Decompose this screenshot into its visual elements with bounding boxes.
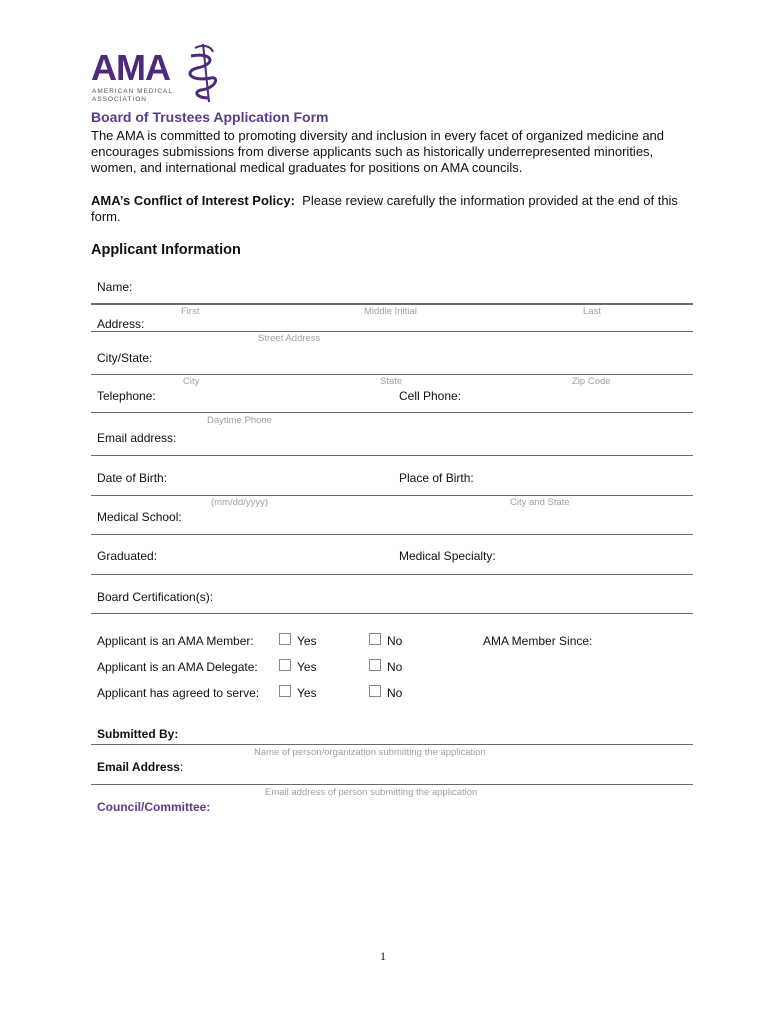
address-field[interactable] [91,331,693,332]
member-question-label: Applicant is an AMA Member: [97,634,254,648]
delegate-yes-label: Yes [297,660,317,674]
submitter-email-colon: : [179,760,184,774]
logo-line-1: AMERICAN MEDICAL [92,88,174,95]
email-field[interactable] [91,455,693,456]
intro-paragraph: The AMA is committed to promoting diversity and inclusion in every facet of organized medicine and encourages submissions from diverse applicants such as historically underrepresented minorities, women, and international medical graduates for positions on AMA councils. [91,128,665,175]
logo-wordmark: AMA [91,47,170,88]
council-committee-label: Council/Committee: [97,800,211,814]
ama-logo [91,42,226,104]
city-state-label: City/State: [97,351,153,365]
member-yes-checkbox[interactable] [279,633,291,645]
pob-label: Place of Birth: [399,471,474,485]
member-no-checkbox[interactable] [369,633,381,645]
member-since-label: AMA Member Since: [483,634,593,648]
submitted-by-field[interactable] [91,744,693,745]
serve-no-checkbox[interactable] [369,685,381,697]
submitted-by-label: Submitted By: [97,727,179,741]
telephone-hint: Daytime Phone [207,415,272,426]
city-hint: City [183,376,200,387]
medical-school-label: Medical School: [97,510,182,524]
submitted-by-hint: Name of person/organization submitting the application [254,747,486,758]
delegate-yes-checkbox[interactable] [279,659,291,671]
delegate-question-label: Applicant is an AMA Delegate: [97,660,258,674]
dob-field[interactable] [91,495,693,496]
graduated-field[interactable] [91,574,693,575]
submitter-email-field[interactable] [91,784,693,785]
submitter-email-label-text: Email Address [97,760,180,774]
form-title: Board of Trustees Application Form [91,109,329,125]
city-state-field[interactable] [91,374,693,375]
name-label: Name: [97,280,133,294]
name-middle-hint: Middle Initial [364,306,417,317]
specialty-label: Medical Specialty: [399,549,496,563]
address-label: Address: [97,317,145,331]
member-yes-label: Yes [297,634,317,648]
dob-label: Date of Birth: [97,471,168,485]
member-no-label: No [387,634,403,648]
coi-label: AMA’s Conflict of Interest Policy: [91,193,295,208]
name-field[interactable] [91,303,693,305]
name-last-hint: Last [583,306,601,317]
name-first-hint: First [181,306,200,317]
conflict-of-interest-note [91,193,691,225]
coi-text: Please review carefully the information provided at the end of this form. [91,193,678,224]
zip-hint: Zip Code [572,376,611,387]
page-number: 1 [380,949,386,963]
delegate-no-checkbox[interactable] [369,659,381,671]
board-certification-field[interactable] [91,613,693,614]
submitter-email-label [97,760,183,774]
telephone-field[interactable] [91,412,693,413]
submitter-email-hint: Email address of person submitting the application [265,787,478,798]
graduated-label: Graduated: [97,549,158,563]
delegate-no-label: No [387,660,403,674]
serve-yes-label: Yes [297,686,317,700]
serve-question-label: Applicant has agreed to serve: [97,686,260,700]
medical-school-field[interactable] [91,534,693,535]
logo-line-2: ASSOCIATION [92,96,147,103]
serve-no-label: No [387,686,403,700]
state-hint: State [380,376,403,387]
section-title-applicant: Applicant Information [91,242,241,258]
telephone-label: Telephone: [97,389,156,403]
dob-hint: (mm/dd/yyyy) [211,497,268,508]
email-label: Email address: [97,431,177,445]
cell-phone-label: Cell Phone: [399,389,462,403]
serve-yes-checkbox[interactable] [279,685,291,697]
pob-hint: City and State [510,497,570,508]
address-hint: Street Address [258,333,321,344]
caduceus-icon [183,42,223,104]
board-certification-label: Board Certification(s): [97,590,214,604]
